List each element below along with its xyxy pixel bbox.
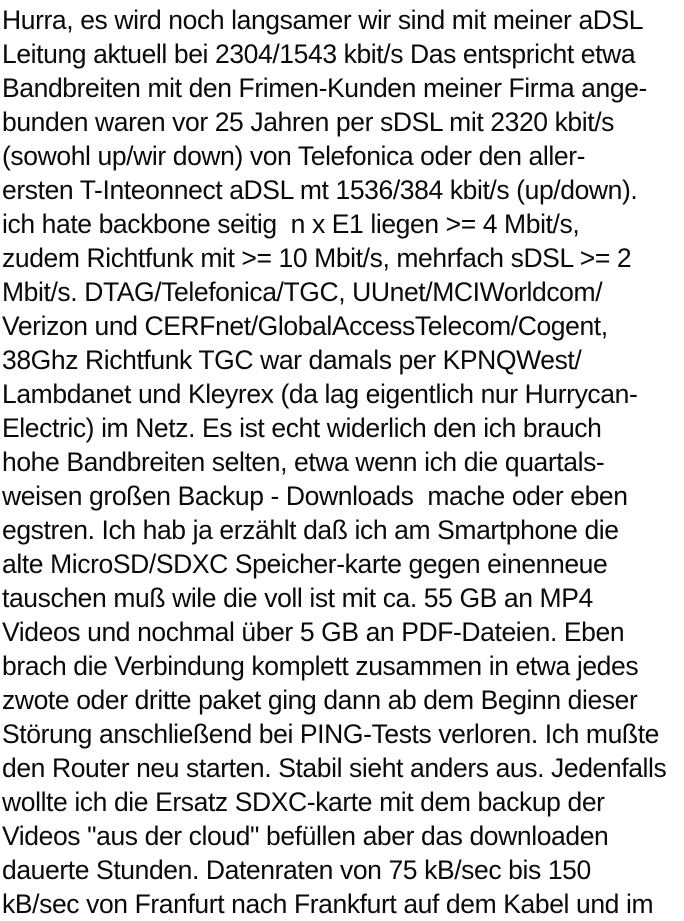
text-line: 38Ghz Richtfunk TGC war damals per KPNQWest/ — [2, 345, 582, 375]
text-line: Hurra, es wird noch langsamer wir sind mit meiner aDSL — [2, 5, 644, 35]
text-line: bunden waren vor 25 Jahren per sDSL mit 2320 kbit/s — [2, 107, 615, 137]
text-line: Leitung aktuell bei 2304/1543 kbit/s Das entspricht etwa — [2, 39, 636, 69]
text-line: Electric) im Netz. Es ist echt widerlich den ich brauch — [2, 413, 602, 443]
text-line: (sowohl up/wir down) von Telefonica oder den aller- — [2, 141, 586, 171]
text-line: den Router neu starten. Stabil sieht anders aus. Jedenfalls — [2, 753, 667, 783]
text-line: brach die Verbindung komplett zusammen in etwa jedes — [2, 651, 639, 681]
text-line: weisen großen Backup - Downloads mache oder eben — [2, 481, 628, 511]
text-line: wollte ich die Ersatz SDXC-karte mit dem backup der — [2, 787, 605, 817]
text-line: dauerte Stunden. Datenraten von 75 kB/sec bis 150 — [2, 855, 591, 885]
text-line: Lambdanet und Kleyrex (da lag eigentlich nur Hurrycan- — [2, 379, 638, 409]
text-line: hohe Bandbreiten selten, etwa wenn ich die quartals- — [2, 447, 605, 477]
text-line: ersten T-Inteonnect aDSL mt 1536/384 kbit/s (up/down). — [2, 175, 638, 205]
text-line: Videos "aus der cloud" befüllen aber das downloaden — [2, 821, 609, 851]
text-line: egstren. Ich hab ja erzählt daß ich am Smartphone die — [2, 515, 619, 545]
text-line: Verizon und CERFnet/GlobalAccessTelecom/Cogent, — [2, 311, 608, 341]
text-line: zwote oder dritte paket ging dann ab dem Beginn dieser — [2, 685, 638, 715]
text-line: Störung anschließend bei PING-Tests verloren. Ich mußte — [2, 719, 659, 749]
text-line: ich hate backbone seitig n x E1 liegen >= 4 Mbit/s, — [2, 209, 580, 239]
text-line: Bandbreiten mit den Frimen-Kunden meiner Firma ange- — [2, 73, 647, 103]
text-line: Mbit/s. DTAG/Telefonica/TGC, UUnet/MCIWorldcom/ — [2, 277, 603, 307]
text-line: alte MicroSD/SDXC Speicher-karte gegen einenneue — [2, 549, 608, 579]
text-line: tauschen muß wile die voll ist mit ca. 55 GB an MP4 — [2, 583, 593, 613]
text-line: kB/sec von Franfurt nach Frankfurt auf dem Kabel und im — [2, 889, 654, 919]
text-line: Videos und nochmal über 5 GB an PDF-Dateien. Eben — [2, 617, 625, 647]
text-line: zudem Richtfunk mit >= 10 Mbit/s, mehrfach sDSL >= 2 — [2, 243, 632, 273]
